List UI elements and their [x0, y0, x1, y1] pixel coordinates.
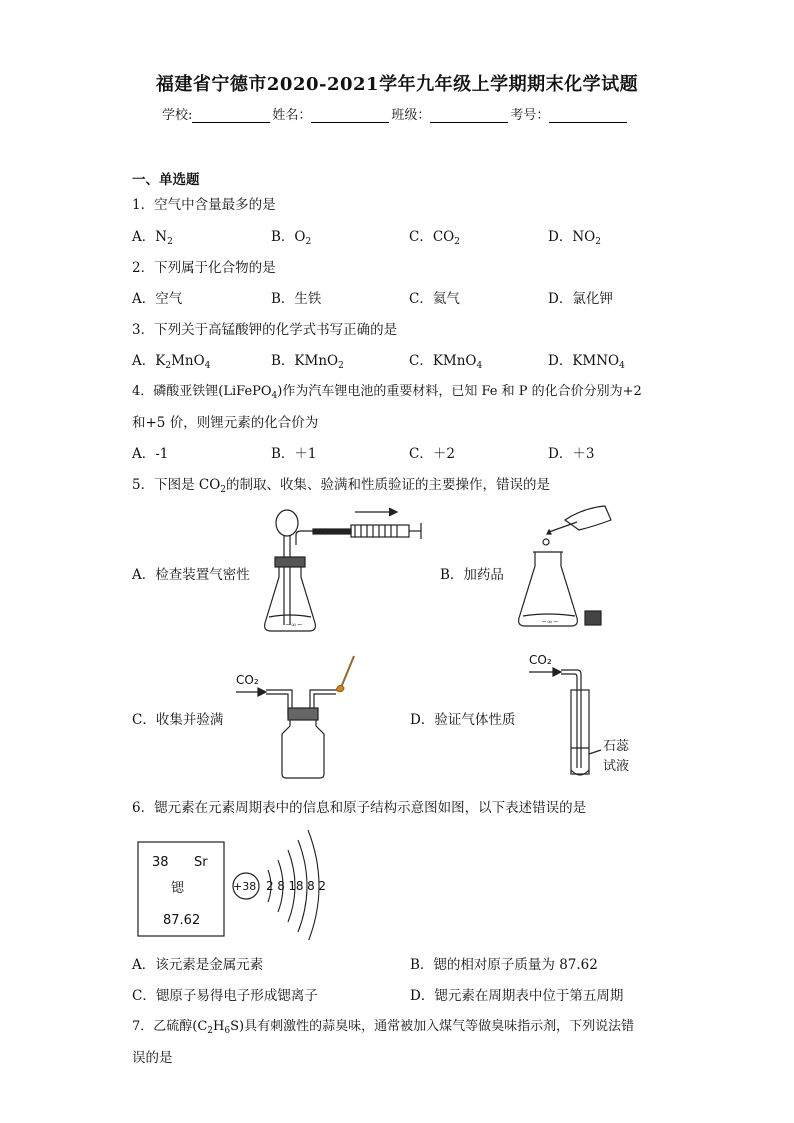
q4-option-b: B．＋1	[271, 446, 317, 462]
question-4-stem: 4．磷酸亚铁锂(LiFePO$_4$)作为汽车锂电池的重要材料，已知 Fe 和 P 的化合价分别为+2	[132, 384, 642, 401]
svg-text:~∞~: ~∞~	[285, 621, 303, 629]
figure-airtightness-check	[255, 505, 430, 637]
q2-option-c: C．氦气	[409, 291, 460, 307]
school-field[interactable]	[192, 108, 270, 123]
atomic-number: 38	[152, 855, 169, 870]
school-label: 学校:	[162, 108, 193, 123]
question-2-stem: 2．下列属于化合物的是	[132, 260, 276, 276]
section-heading: 一、单选题	[132, 172, 200, 188]
figure-strontium	[132, 820, 342, 940]
element-symbol: Sr	[194, 855, 208, 870]
atomic-structure-diagram	[233, 830, 326, 940]
class-label: 班级：	[391, 108, 431, 123]
litmus-label-1: 石蕊	[603, 739, 630, 754]
q2-option-b: B．生铁	[271, 291, 322, 307]
q6-option-d: D．锶元素在周期表中位于第五周期	[410, 988, 624, 1004]
nucleus-charge: +38	[233, 880, 257, 893]
question-4-stem-line2: 和+5 价，则锂元素的化合价为	[132, 415, 319, 431]
figure-collect-and-test	[232, 650, 362, 780]
q5-option-c: C．收集并验满	[132, 712, 224, 728]
q3-option-b: B．KMnO$_2$	[271, 353, 344, 371]
number-label: 考号：	[510, 108, 550, 123]
question-3-stem: 3．下列关于高锰酸钾的化学式书写正确的是	[132, 322, 398, 338]
name-label: 姓名：	[272, 108, 312, 123]
question-7-stem-line2: 误的是	[132, 1050, 173, 1066]
q1-option-b: B．$O_2$	[271, 229, 312, 247]
q4-option-d: D．＋3	[548, 446, 595, 462]
periodic-table-cell	[138, 842, 224, 936]
number-field[interactable]	[549, 108, 627, 123]
q4-option-c: C．＋2	[409, 446, 455, 462]
q3-option-a: A．$K_2MnO_4$	[132, 353, 211, 371]
question-5-stem: 5．下图是 $CO_2$的制取、收集、验满和性质验证的主要操作，错误的是	[132, 477, 551, 495]
element-name: 锶	[171, 881, 185, 896]
name-field[interactable]	[311, 108, 389, 123]
q4-option-a: A．-1	[132, 446, 169, 462]
figure-adding-reagent	[505, 500, 615, 640]
q6-option-a: A．该元素是金属元素	[132, 957, 264, 973]
q5-option-a: A．检查装置气密性	[132, 567, 250, 583]
q5-option-b: B．加药品	[440, 567, 504, 583]
class-field[interactable]	[430, 108, 508, 123]
q1-option-d: D．$NO_2$	[548, 229, 601, 247]
question-1-stem: 1．空气中含量最多的是	[132, 197, 276, 213]
q5-option-d: D．验证气体性质	[410, 712, 516, 728]
litmus-label-2: 试液	[603, 759, 630, 774]
page-title: 福建省宁德市2020-2021学年九年级上学期期末化学试题	[155, 74, 639, 95]
q3-option-d: D．$KMNO_4$	[548, 353, 625, 371]
q3-option-c: C．KMnO$_4$	[409, 353, 483, 371]
electron-shells: 2 8 18 8 2	[266, 879, 326, 893]
q1-option-c: C．$CO_2$	[409, 229, 460, 247]
question-7-stem: 7．乙硫醇$(C_2H_6S)$具有刺激性的蒜臭味，通常被加入煤气等做臭味指示剂，下列说法错	[132, 1019, 635, 1036]
atomic-mass: 87.62	[163, 913, 201, 928]
q1-option-a: A．$N_2$	[132, 229, 173, 247]
q6-option-b: B．锶的相对原子质量为 87.62	[410, 957, 598, 973]
q2-option-a: A．空气	[132, 291, 183, 307]
co2-label-d: CO₂	[529, 653, 552, 667]
co2-label-c: CO₂	[236, 673, 259, 687]
q2-option-d: D．氯化钾	[548, 291, 613, 307]
q6-option-c: C．锶原子易得电子形成锶离子	[132, 988, 318, 1004]
student-info-line	[162, 104, 629, 123]
figure-verify-properties	[525, 650, 640, 780]
svg-text:~∞~: ~∞~	[541, 618, 559, 626]
question-6-stem: 6．锶元素在元素周期表中的信息和原子结构示意图如图，以下表述错误的是	[132, 800, 587, 816]
